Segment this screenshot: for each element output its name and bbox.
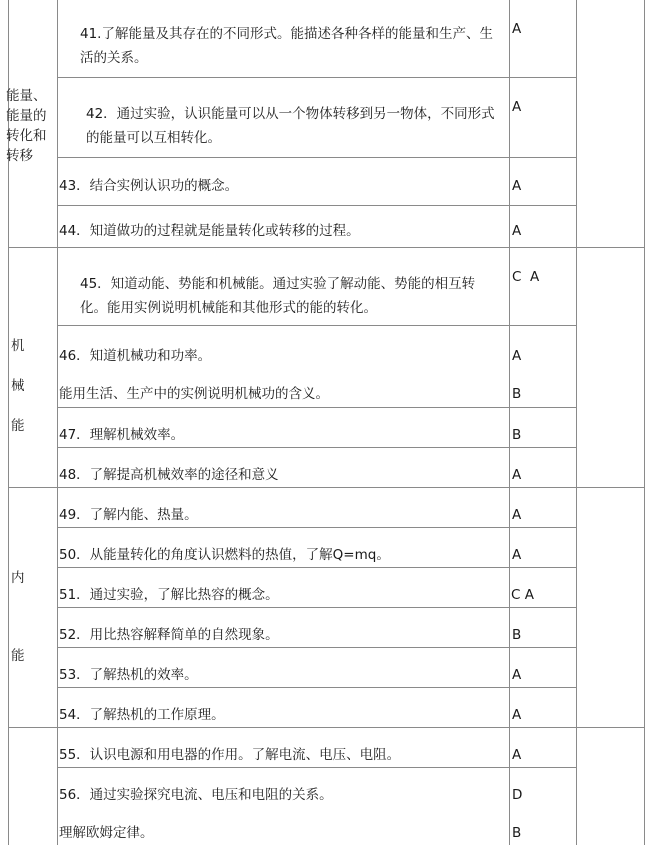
column-divider-category — [57, 0, 58, 845]
table-row-text: 51．通过实验，了解比热容的概念。 — [59, 587, 279, 603]
table-row-grade: A — [512, 348, 522, 364]
table-row-grade: A — [512, 747, 522, 763]
category-energy-transfer: 能量、 能量的 转化和 转移 — [6, 88, 47, 164]
table-row-text: 55．认识电源和用电器的作用。了解电流、电压、电阻。 — [59, 747, 401, 763]
row-divider — [57, 325, 576, 326]
table-row-text: 49．了解内能、热量。 — [59, 507, 198, 523]
column-divider-grade — [576, 0, 577, 845]
table-row-grade: A — [512, 467, 522, 483]
table-row-grade: A — [512, 223, 522, 239]
table-row-grade: B — [512, 825, 522, 841]
table-row-grade: A — [512, 547, 522, 563]
row-divider — [57, 687, 576, 688]
table-row-text: 46．知道机械功和功率。 — [59, 348, 212, 364]
table-row-grade: B — [512, 627, 522, 643]
row-divider — [57, 607, 576, 608]
category-internal-energy-1: 内 — [11, 570, 25, 586]
table-row-grade: A — [512, 99, 522, 115]
row-divider — [57, 157, 576, 158]
table-row-text: 50．从能量转化的角度认识燃料的热值，了解Q=mq。 — [59, 547, 390, 563]
section-divider — [8, 487, 645, 488]
table-row-grade: A — [512, 507, 522, 523]
table-row-grade: A — [512, 667, 522, 683]
table-row-text: 43．结合实例认识功的概念。 — [59, 178, 239, 194]
table-row-text: 44．知道做功的过程就是能量转化或转移的过程。 — [59, 223, 360, 239]
column-divider-content — [509, 0, 510, 845]
table-row-grade: A — [512, 21, 522, 37]
row-divider — [57, 767, 576, 768]
table-row-text: 能用生活、生产中的实例说明机械功的含义。 — [59, 386, 329, 402]
row-divider — [57, 567, 576, 568]
table-row-text: 48．了解提高机械效率的途径和意义 — [59, 467, 279, 483]
table-row-text: 52．用比热容解释简单的自然现象。 — [59, 627, 279, 643]
category-mechanical-energy: 机 械 能 — [11, 338, 25, 434]
table-row-grade: B — [512, 427, 522, 443]
category-internal-energy-2: 能 — [11, 648, 25, 664]
row-divider — [57, 527, 576, 528]
table-row-text: 41.了解能量及其存在的不同形式。能描述各种各样的能量和生产、生 活的关系。 — [80, 26, 493, 66]
table-row-grade: B — [512, 386, 522, 402]
table-row-text: 47．理解机械效率。 — [59, 427, 185, 443]
row-divider — [57, 77, 576, 78]
table-row-text: 45．知道动能、势能和机械能。通过实验了解动能、势能的相互转 化。能用实例说明机械能和其他形式的能的转化。 — [80, 276, 476, 316]
row-divider — [57, 205, 576, 206]
table-row-text: 理解欧姆定律。 — [59, 825, 154, 841]
table-row-text: 56．通过实验探究电流、电压和电阻的关系。 — [59, 787, 333, 803]
row-divider — [57, 647, 576, 648]
section-divider — [8, 727, 645, 728]
table-row-text: 42．通过实验，认识能量可以从一个物体转移到另一物体，不同形式 的能量可以互相转化。 — [86, 106, 495, 146]
table-row-grade: A — [512, 178, 522, 194]
row-divider — [57, 447, 576, 448]
section-divider — [8, 247, 645, 248]
table-row-grade: C A — [511, 587, 534, 603]
table-row-grade: D — [512, 787, 523, 803]
table-row-grade: A — [512, 707, 522, 723]
row-divider — [57, 407, 576, 408]
table-row-grade: C A — [512, 269, 540, 285]
table-row-text: 53．了解热机的效率。 — [59, 667, 198, 683]
table-row-text: 54．了解热机的工作原理。 — [59, 707, 225, 723]
